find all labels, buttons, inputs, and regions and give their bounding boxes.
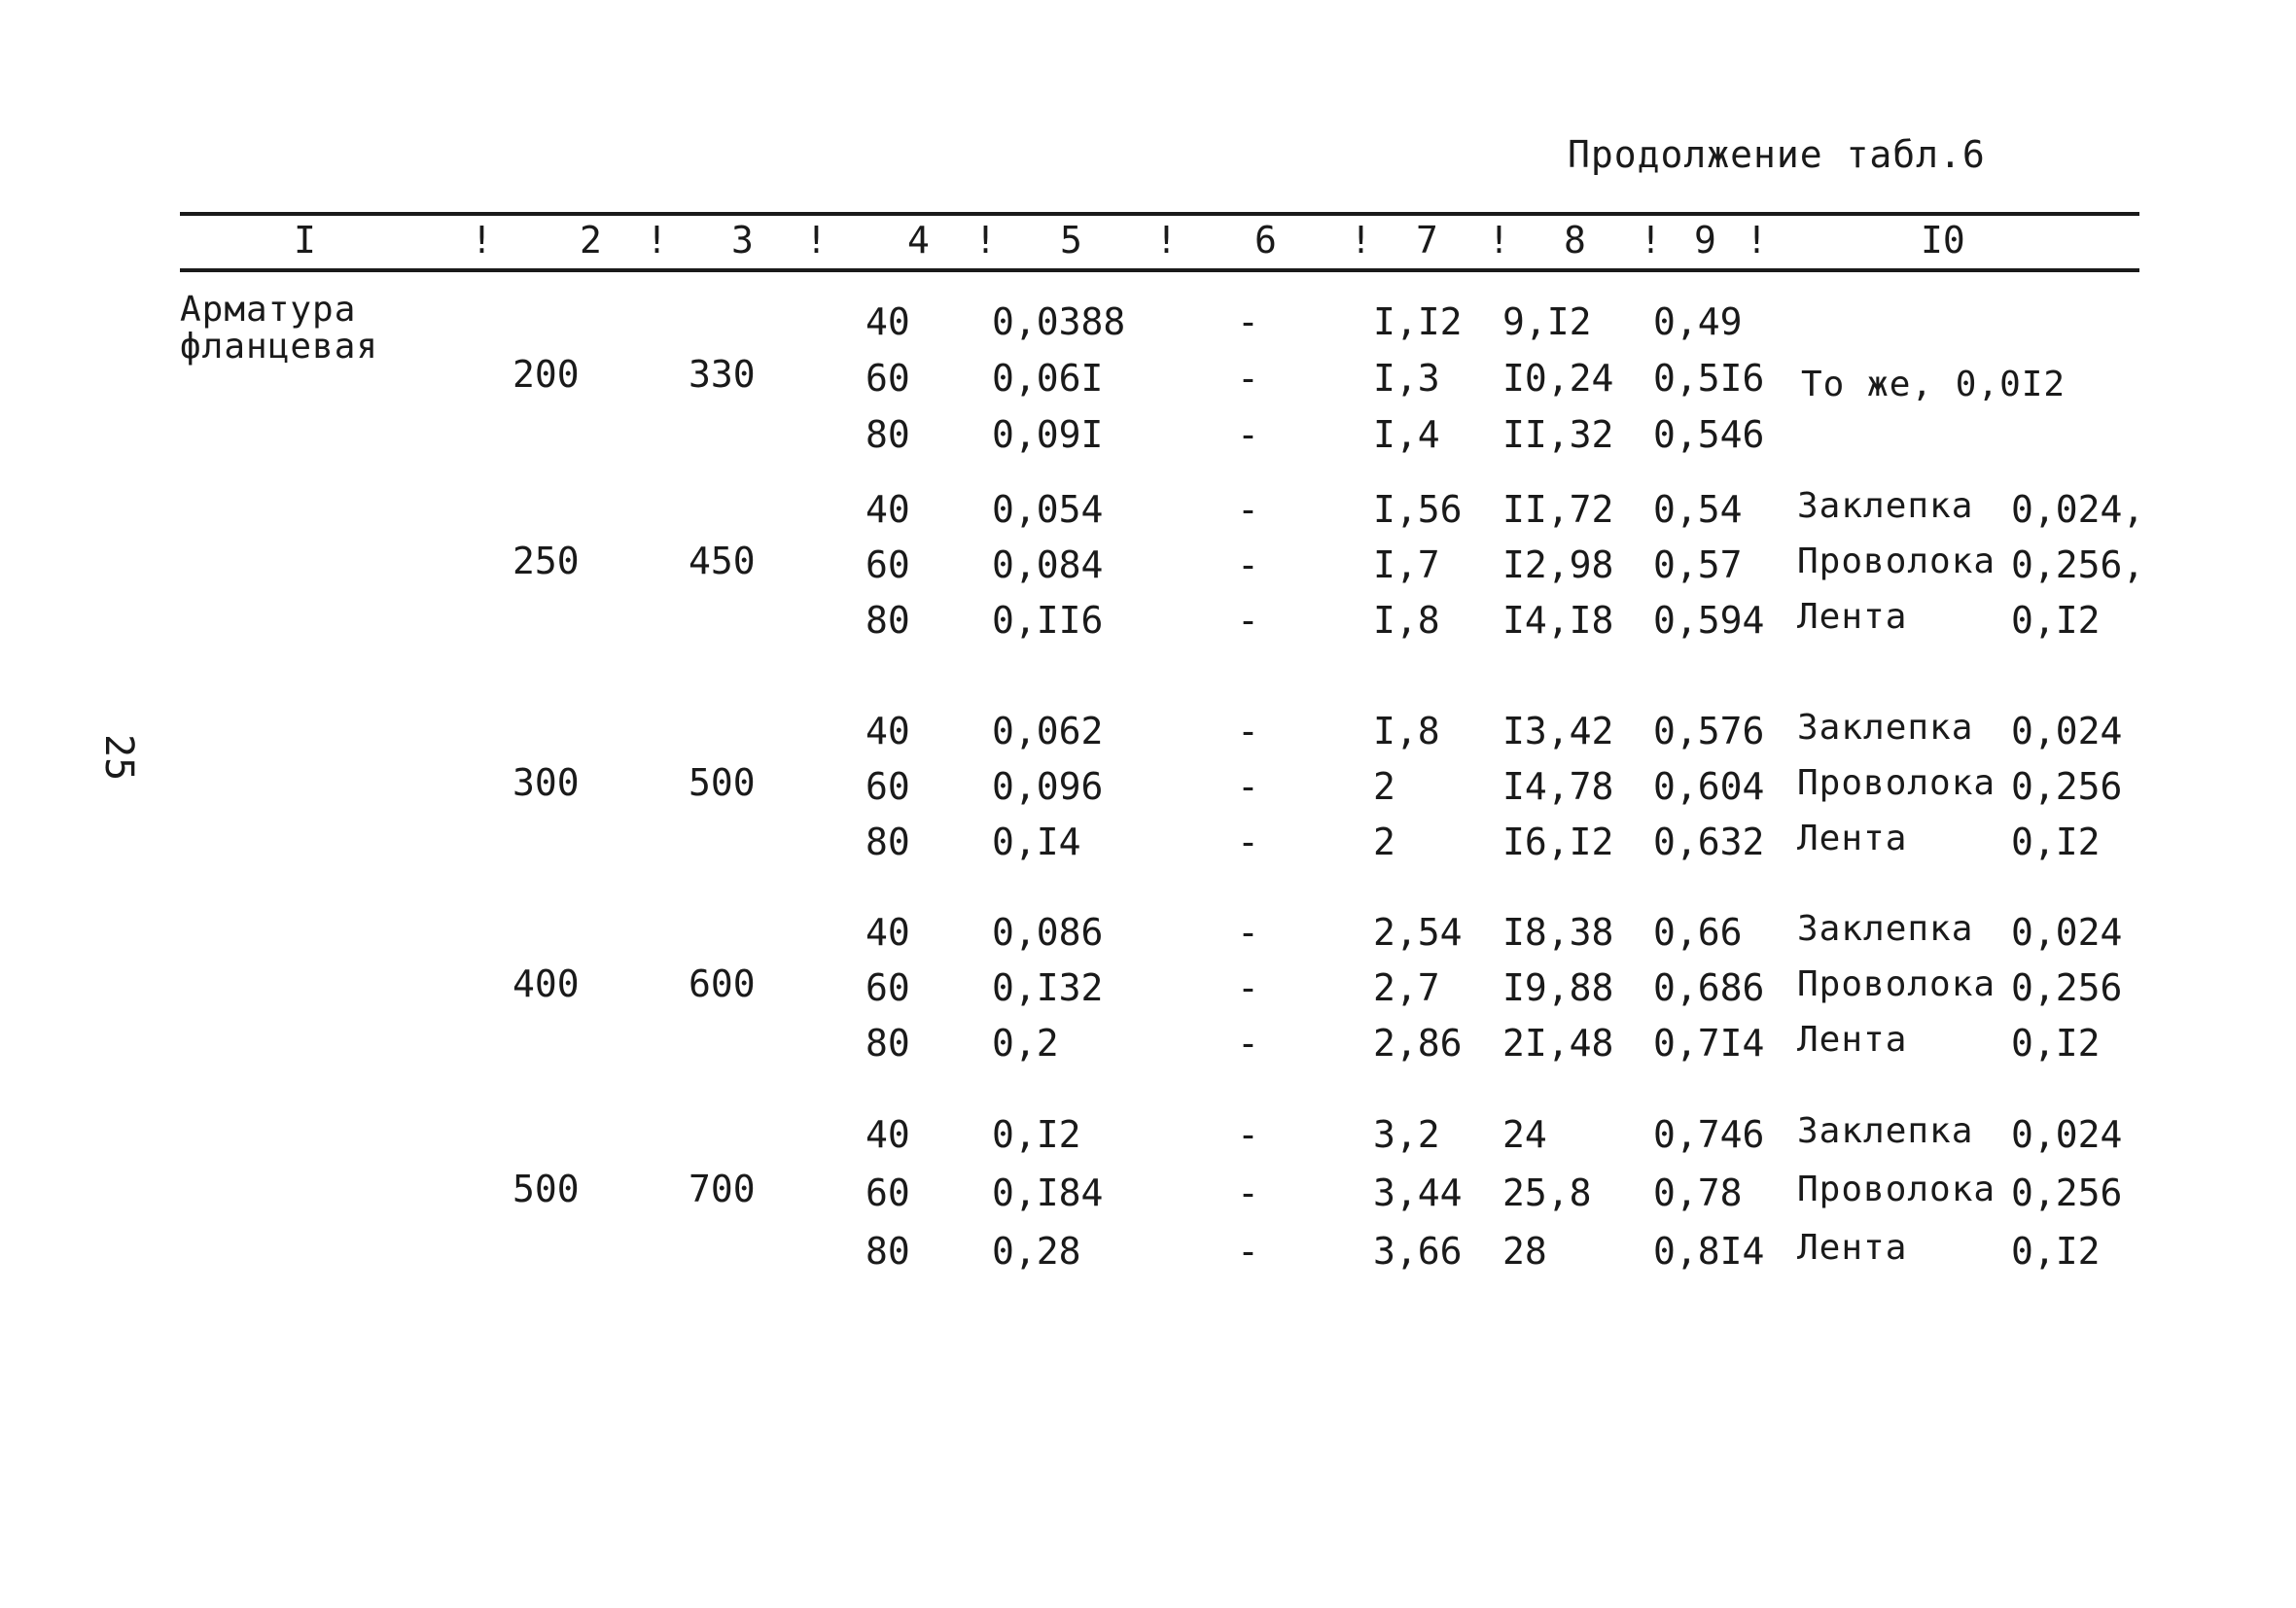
header-col-7: 7 [1416, 219, 1438, 262]
cell-col-8: 25,8 [1502, 1171, 1592, 1214]
cell-col-10-name: Лента [1797, 819, 1908, 858]
cell-col-4: 60 [865, 765, 910, 808]
cell-col-9: 0,632 [1653, 821, 1765, 863]
cell-col-9: 0,576 [1653, 710, 1765, 752]
cell-col-5: 0,2 [992, 1022, 1059, 1065]
cell-col-5: 0,062 [992, 710, 1104, 752]
cell-col-4: 80 [865, 413, 910, 456]
cell-col-10-value: 0,024 [2011, 1113, 2123, 1156]
header-col-2: 2 [580, 219, 602, 262]
cell-col-4: 60 [865, 543, 910, 586]
cell-col-5: 0,096 [992, 765, 1104, 808]
header-separator: ! [1488, 219, 1510, 262]
cell-col-6: - [1237, 357, 1259, 400]
cell-col-9: 0,7I4 [1653, 1022, 1765, 1065]
cell-col-10-value: 0,024 [2011, 911, 2123, 954]
cell-col-10-note: То же, 0,0I2 [1801, 365, 2066, 404]
cell-col-4: 80 [865, 1230, 910, 1273]
cell-col-3: 450 [689, 540, 756, 582]
cell-col-9: 0,49 [1653, 300, 1743, 343]
cell-col-9: 0,57 [1653, 543, 1743, 586]
cell-col-7: 2,7 [1373, 966, 1440, 1009]
cell-col-7: 3,44 [1373, 1171, 1463, 1214]
cell-col-10-name: Проволока [1797, 542, 1996, 581]
cell-col-9: 0,686 [1653, 966, 1765, 1009]
cell-col-6: - [1237, 821, 1259, 863]
cell-col-5: 0,054 [992, 488, 1104, 531]
cell-col-7: I,56 [1373, 488, 1463, 531]
cell-col-4: 60 [865, 1171, 910, 1214]
cell-col-4: 40 [865, 300, 910, 343]
cell-col-7: I,I2 [1373, 300, 1463, 343]
cell-col-7: I,3 [1373, 357, 1440, 400]
cell-col-10-name: Лента [1797, 597, 1908, 637]
cell-col-3: 500 [689, 761, 756, 804]
cell-col-10-value: 0,256 [2011, 1171, 2123, 1214]
cell-col-6: - [1237, 300, 1259, 343]
cell-col-8: II,72 [1502, 488, 1614, 531]
header-separator: ! [805, 219, 828, 262]
header-separator: ! [646, 219, 668, 262]
cell-col-6: - [1237, 543, 1259, 586]
cell-col-2: 250 [512, 540, 580, 582]
cell-col-7: I,8 [1373, 599, 1440, 642]
cell-col-10-value: 0,024 [2011, 710, 2123, 752]
cell-col-8: 2I,48 [1502, 1022, 1614, 1065]
cell-col-5: 0,I84 [992, 1171, 1104, 1214]
header-col-4: 4 [907, 219, 930, 262]
cell-col-4: 80 [865, 599, 910, 642]
header-col-1: I [294, 219, 316, 262]
cell-col-3: 700 [689, 1168, 756, 1210]
cell-col-10-name: Лента [1797, 1228, 1908, 1268]
cell-col-10-value: 0,256 [2011, 765, 2123, 808]
cell-col-5: 0,I2 [992, 1113, 1081, 1156]
cell-col-9: 0,746 [1653, 1113, 1765, 1156]
cell-col-9: 0,604 [1653, 765, 1765, 808]
cell-col-2: 300 [512, 761, 580, 804]
header-col-10: I0 [1921, 219, 1965, 262]
cell-col-5: 0,086 [992, 911, 1104, 954]
cell-col-5: 0,09I [992, 413, 1104, 456]
cell-col-4: 60 [865, 966, 910, 1009]
cell-col-10-name: Проволока [1797, 964, 1996, 1004]
cell-col-9: 0,66 [1653, 911, 1743, 954]
cell-col-4: 40 [865, 488, 910, 531]
header-separator: ! [1640, 219, 1662, 262]
cell-col-10-value: 0,I2 [2011, 599, 2101, 642]
cell-col-8: II,32 [1502, 413, 1614, 456]
cell-col-10-name: Заклепка [1797, 909, 1974, 949]
header-col-5: 5 [1060, 219, 1082, 262]
cell-col-2: 200 [512, 353, 580, 396]
cell-col-6: - [1237, 599, 1259, 642]
header-separator: ! [1350, 219, 1372, 262]
cell-col-5: 0,084 [992, 543, 1104, 586]
cell-col-10-name: Проволока [1797, 1170, 1996, 1209]
cell-col-7: I,8 [1373, 710, 1440, 752]
cell-col-9: 0,546 [1653, 413, 1765, 456]
cell-col-9: 0,78 [1653, 1171, 1743, 1214]
cell-col-3: 600 [689, 962, 756, 1005]
cell-col-2: 500 [512, 1168, 580, 1210]
cell-col-5: 0,II6 [992, 599, 1104, 642]
first-column-item: Арматура фланцевая [180, 290, 379, 367]
cell-col-10-name: Лента [1797, 1020, 1908, 1060]
header-col-3: 3 [731, 219, 754, 262]
cell-col-7: I,4 [1373, 413, 1440, 456]
cell-col-8: I3,42 [1502, 710, 1614, 752]
cell-col-6: - [1237, 488, 1259, 531]
cell-col-7: 3,66 [1373, 1230, 1463, 1273]
cell-col-8: I8,38 [1502, 911, 1614, 954]
cell-col-6: - [1237, 413, 1259, 456]
cell-col-9: 0,594 [1653, 599, 1765, 642]
cell-col-6: - [1237, 1022, 1259, 1065]
cell-col-6: - [1237, 1171, 1259, 1214]
cell-col-10-value: 0,256 [2011, 966, 2123, 1009]
cell-col-7: 2,54 [1373, 911, 1463, 954]
cell-col-6: - [1237, 765, 1259, 808]
table-caption: Продолжение табл.6 [1568, 133, 1986, 176]
cell-col-8: I0,24 [1502, 357, 1614, 400]
cell-col-10-name: Заклепка [1797, 1111, 1974, 1151]
cell-col-10-value: 0,024, [2011, 488, 2145, 531]
cell-col-8: I4,I8 [1502, 599, 1614, 642]
cell-col-6: - [1237, 911, 1259, 954]
cell-col-8: 28 [1502, 1230, 1547, 1273]
page-number: 25 [96, 734, 141, 782]
header-separator: ! [471, 219, 493, 262]
cell-col-8: 24 [1502, 1113, 1547, 1156]
cell-col-7: I,7 [1373, 543, 1440, 586]
cell-col-5: 0,0388 [992, 300, 1126, 343]
header-col-6: 6 [1254, 219, 1277, 262]
header-separator: ! [974, 219, 997, 262]
cell-col-8: I2,98 [1502, 543, 1614, 586]
cell-col-7: 2 [1373, 821, 1395, 863]
cell-col-10-value: 0,I2 [2011, 1230, 2101, 1273]
cell-col-10-name: Заклепка [1797, 486, 1974, 526]
header-col-9: 9 [1694, 219, 1716, 262]
cell-col-9: 0,54 [1653, 488, 1743, 531]
cell-col-6: - [1237, 1113, 1259, 1156]
header-col-8: 8 [1564, 219, 1586, 262]
cell-col-10-value: 0,256, [2011, 543, 2145, 586]
cell-col-8: I4,78 [1502, 765, 1614, 808]
cell-col-4: 80 [865, 1022, 910, 1065]
cell-col-9: 0,8I4 [1653, 1230, 1765, 1273]
cell-col-5: 0,06I [992, 357, 1104, 400]
header-separator: ! [1746, 219, 1768, 262]
cell-col-10-name: Проволока [1797, 763, 1996, 803]
cell-col-7: 3,2 [1373, 1113, 1440, 1156]
header-bottom-rule [180, 268, 2139, 272]
cell-col-5: 0,I4 [992, 821, 1081, 863]
cell-col-6: - [1237, 966, 1259, 1009]
cell-col-4: 80 [865, 821, 910, 863]
cell-col-8: 9,I2 [1502, 300, 1592, 343]
cell-col-7: 2 [1373, 765, 1395, 808]
header-top-rule [180, 212, 2139, 216]
cell-col-3: 330 [689, 353, 756, 396]
cell-col-10-value: 0,I2 [2011, 821, 2101, 863]
cell-col-4: 40 [865, 1113, 910, 1156]
cell-col-8: I9,88 [1502, 966, 1614, 1009]
cell-col-4: 40 [865, 710, 910, 752]
cell-col-7: 2,86 [1373, 1022, 1463, 1065]
cell-col-5: 0,28 [992, 1230, 1081, 1273]
cell-col-4: 40 [865, 911, 910, 954]
cell-col-2: 400 [512, 962, 580, 1005]
cell-col-6: - [1237, 1230, 1259, 1273]
cell-col-10-value: 0,I2 [2011, 1022, 2101, 1065]
cell-col-10-name: Заклепка [1797, 708, 1974, 748]
cell-col-4: 60 [865, 357, 910, 400]
header-separator: ! [1155, 219, 1178, 262]
cell-col-6: - [1237, 710, 1259, 752]
cell-col-8: I6,I2 [1502, 821, 1614, 863]
cell-col-9: 0,5I6 [1653, 357, 1765, 400]
cell-col-5: 0,I32 [992, 966, 1104, 1009]
